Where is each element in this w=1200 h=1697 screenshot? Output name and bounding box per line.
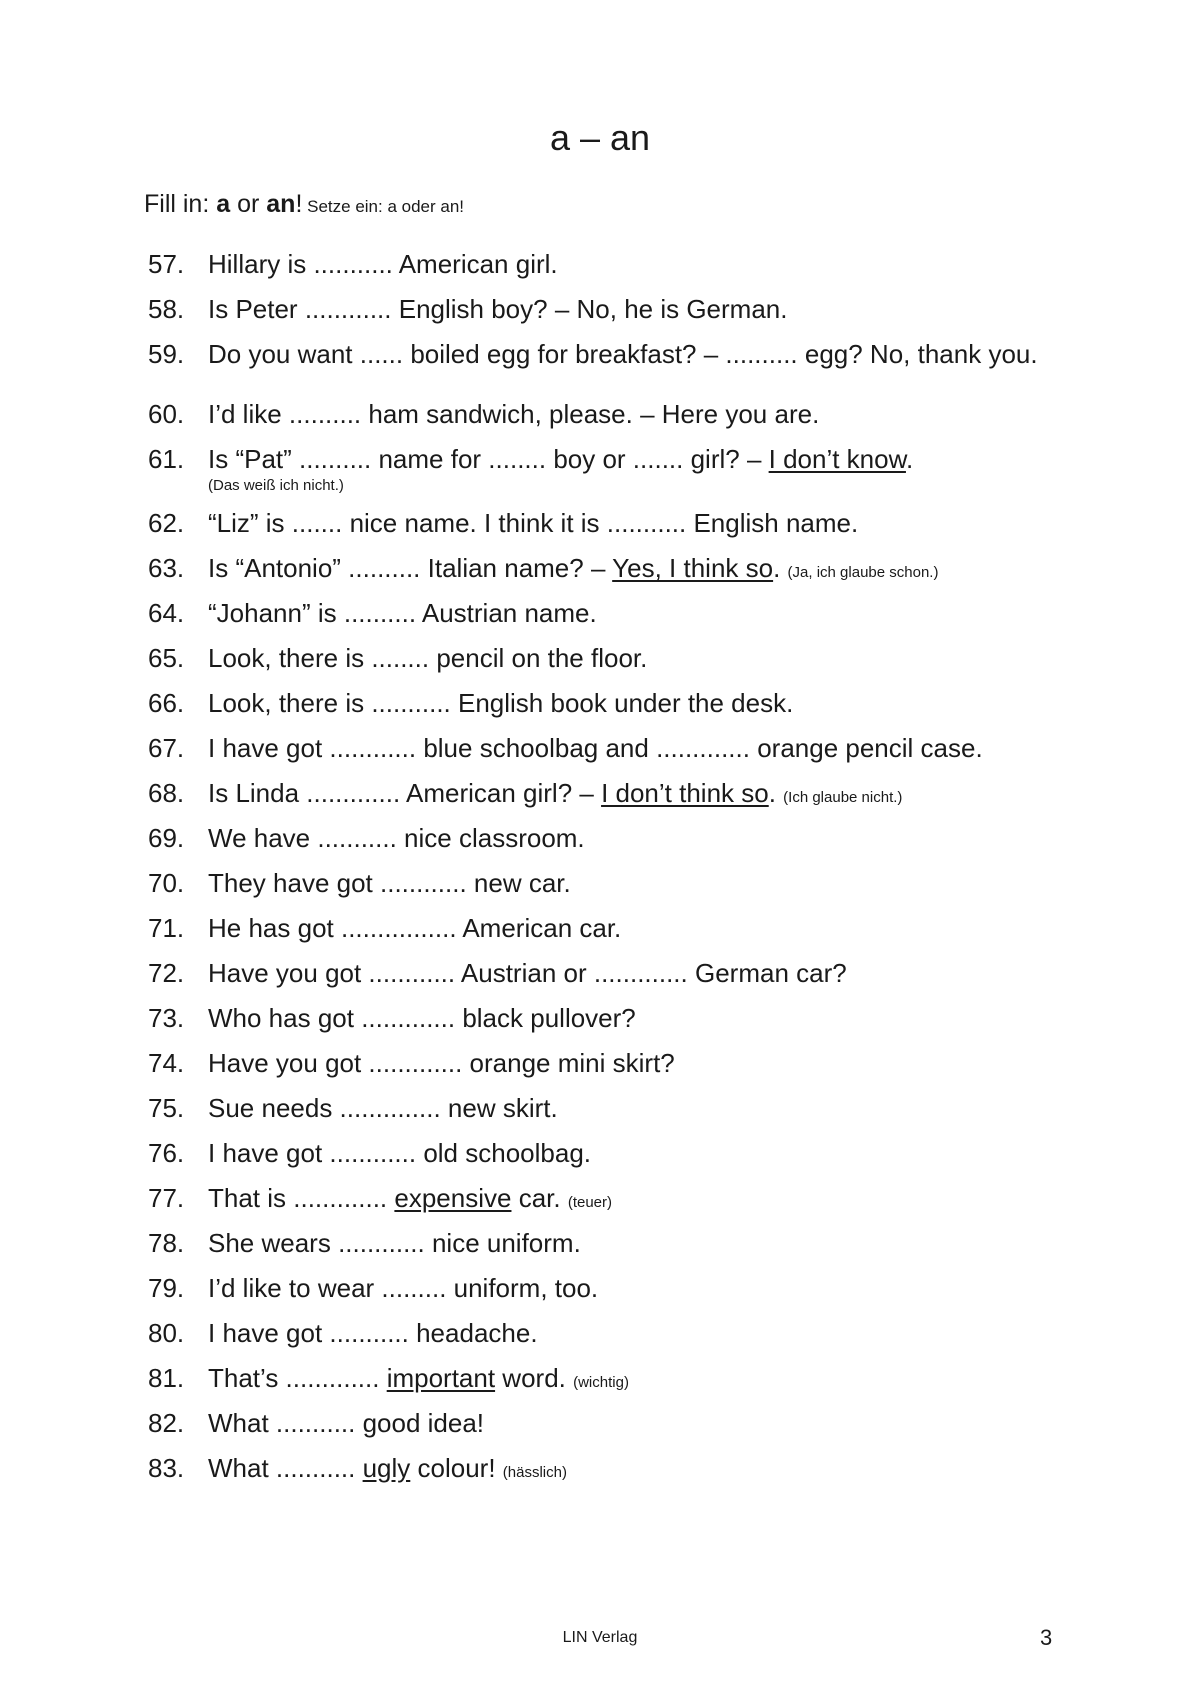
exercise-text (208, 1137, 1068, 1170)
sentence-part: Do you want ...... boiled egg for breakfast? – .......... egg? No, thank you. (208, 339, 1038, 369)
exercise-number: 78. (148, 1228, 185, 1258)
underlined-phrase: Yes, I think so (612, 553, 774, 583)
translation-note: (Ich glaube nicht.) (783, 789, 903, 806)
exercise-number: 61. (148, 444, 185, 474)
exercise-number: 59. (148, 339, 185, 369)
exercise-number: 72. (148, 958, 185, 988)
exercise-number: 70. (148, 868, 185, 898)
translation-note: (Ja, ich glaube schon.) (787, 564, 939, 581)
exercise-number: 74. (148, 1048, 185, 1078)
sentence-part: “Johann” is .......... Austrian name. (208, 598, 597, 628)
underlined-phrase: expensive (394, 1183, 512, 1213)
page-title: a – an (549, 117, 651, 158)
exercise-text (208, 398, 1068, 431)
exercise-number: 77. (148, 1183, 185, 1213)
exercise-number: 81. (148, 1363, 185, 1393)
sentence-part: . (773, 553, 788, 583)
sentence-part: Have you got ............. orange mini skirt? (208, 1048, 675, 1078)
exercise-text (208, 293, 1068, 326)
exercise-number: 82. (148, 1408, 185, 1438)
sentence-part: I’d like .......... ham sandwich, please. – Here you are. (208, 399, 820, 429)
sentence-part: Look, there is ........ pencil on the floor. (208, 643, 648, 673)
underlined-phrase: ugly (362, 1453, 411, 1483)
exercise-number: 69. (148, 823, 185, 853)
exercise-text (208, 1092, 1068, 1125)
sentence-part: Hillary is ........... American girl. (208, 249, 558, 279)
exercise-text (208, 248, 1068, 281)
translation-note: (teuer) (567, 1194, 613, 1211)
sentence-part: “Liz” is ....... nice name. I think it is ........... English name. (208, 508, 859, 538)
underlined-phrase: I don’t think so (601, 778, 769, 808)
sentence-part: . (905, 444, 914, 474)
exercise-number: 67. (148, 733, 185, 763)
sentence-part: That’s ............. (208, 1363, 387, 1393)
exercise-text (208, 912, 1068, 945)
exercise-number: 68. (148, 778, 185, 808)
sentence-part: car. (511, 1183, 568, 1213)
exercise-text (208, 1452, 1068, 1489)
exercise-text (208, 443, 1068, 496)
exercise-number: 83. (148, 1453, 185, 1483)
exercise-number: 60. (148, 399, 185, 429)
exercise-text (208, 1047, 1068, 1080)
sentence-part: He has got ................ American car. (208, 913, 622, 943)
instruction-option-a: a (216, 190, 231, 218)
exercise-text (208, 777, 1068, 814)
exercise-text (208, 867, 1068, 900)
sentence-part: Look, there is ........... English book under the desk. (208, 688, 794, 718)
sentence-part: I have got ........... headache. (208, 1318, 538, 1348)
sentence-part: Is Linda ............. American girl? – (208, 778, 602, 808)
exercise-text (208, 597, 1068, 630)
sentence-part: Have you got ............ Austrian or ............. German car? (208, 958, 847, 988)
sentence-part: Is “Pat” .......... name for ........ boy or ....... girl? – (208, 444, 769, 474)
exercise-text (208, 732, 1068, 765)
sentence-part: What ........... (208, 1453, 363, 1483)
sentence-part: Is Peter ............ English boy? – No, he is German. (208, 294, 788, 324)
instruction-prefix: Fill in: (144, 190, 217, 218)
exercise-text (208, 1272, 1068, 1305)
translation-note: (Das weiß ich nicht.) (208, 477, 344, 494)
exercise-text (208, 1002, 1068, 1035)
translation-note: (hässlich) (502, 1464, 567, 1481)
sentence-part: Is “Antonio” .......... Italian name? – (208, 553, 613, 583)
sentence-part: Who has got ............. black pullover? (208, 1003, 636, 1033)
exercise-number: 76. (148, 1138, 185, 1168)
exercise-text (208, 1362, 1068, 1399)
exercise-number: 64. (148, 598, 185, 628)
exercise-number: 75. (148, 1093, 185, 1123)
exercise-text (208, 642, 1068, 675)
sentence-part: I have got ............ old schoolbag. (208, 1138, 592, 1168)
exercise-number: 58. (148, 294, 185, 324)
page-number: 3 (1040, 1625, 1053, 1650)
exercise-number: 57. (148, 249, 185, 279)
sentence-part: . (768, 778, 784, 808)
sentence-part: colour! (410, 1453, 503, 1483)
exercise-text (208, 507, 1068, 540)
exercise-text (208, 1227, 1068, 1260)
translation-note: (wichtig) (573, 1374, 629, 1391)
exercise-number: 66. (148, 688, 185, 718)
exercise-number: 65. (148, 643, 185, 673)
instruction-exclamation: ! (295, 190, 303, 218)
exercise-text (208, 957, 1068, 990)
sentence-part: They have got ............ new car. (208, 868, 571, 898)
exercise-text (208, 552, 1068, 589)
exercise-number: 73. (148, 1003, 185, 1033)
sentence-part: That is ............. (208, 1183, 395, 1213)
exercise-text (208, 1407, 1068, 1440)
exercise-number: 80. (148, 1318, 185, 1348)
sentence-part: I’d like to wear ......... uniform, too. (208, 1273, 599, 1303)
underlined-phrase: important (386, 1363, 496, 1393)
exercise-text (208, 822, 1068, 855)
sentence-part: What ........... good idea! (208, 1408, 485, 1438)
exercise-number: 71. (148, 913, 185, 943)
exercise-number: 79. (148, 1273, 185, 1303)
sentence-part: We have ........... nice classroom. (208, 823, 585, 853)
publisher-footer: LIN Verlag (562, 1629, 638, 1646)
exercise-text (208, 338, 1068, 371)
exercise-text (208, 1317, 1068, 1350)
instruction-option-an: an (266, 190, 296, 218)
exercise-text (208, 687, 1068, 720)
instruction-german: Setze ein: a oder an! (302, 197, 465, 216)
sentence-part: word. (495, 1363, 574, 1393)
exercise-number: 63. (148, 553, 185, 583)
instruction (144, 188, 464, 223)
sentence-part: I have got ............ blue schoolbag and ............. orange pencil case. (208, 733, 983, 763)
exercise-text (208, 1182, 1068, 1219)
sentence-part: Sue needs .............. new skirt. (208, 1093, 558, 1123)
underlined-phrase: I don’t know (768, 444, 906, 474)
exercise-number: 62. (148, 508, 185, 538)
instruction-or: or (230, 190, 267, 218)
sentence-part: She wears ............ nice uniform. (208, 1228, 581, 1258)
